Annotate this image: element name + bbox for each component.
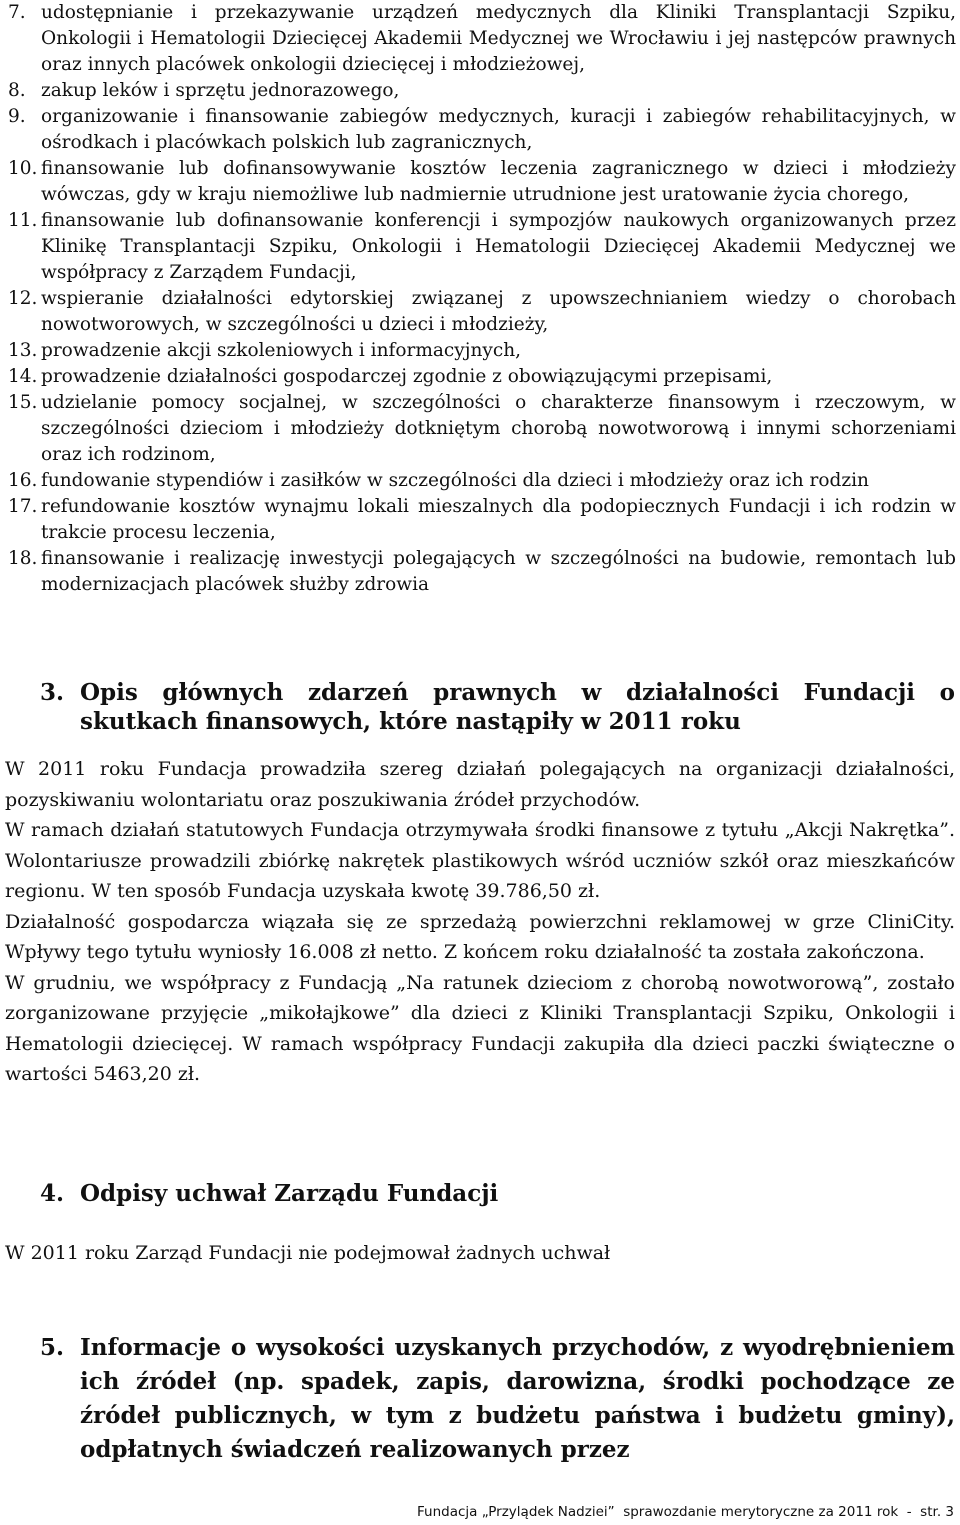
list-item — [8, 104, 956, 156]
page-footer: Fundacja „Przylądek Nadziei” sprawozdanie merytoryczne za 2011 rok - str. 3 — [417, 1504, 954, 1520]
section-3-paragraph: Działalność gospodarcza wiązała się ze sprzedażą powierzchni reklamowej w grze CliniCity. Wpływy tego tytułu wyniosły 16.008 zł netto. Z końcem roku działalność ta została zakończona. — [5, 910, 955, 963]
section-4-number: 4. — [40, 1180, 65, 1207]
section-3-paragraph: W grudniu, we współpracy z Fundacją „Na ratunek dzieciom z chorobą nowotworową”, zostało zorganizowane przyjęcie „mikołajkowe” dla dzieci z Kliniki Transplantacji Szpiku, Onkologii i Hematologii dziecięcej. W ramach współpracy Fundacji zakupiła dla dzieci paczki świąteczne o wartości 5463,20 zł. — [5, 971, 955, 1085]
section-5-title: Informacje o wysokości uzyskanych przychodów, z wyodrębnieniem ich źródeł (np. spadek, zapis, darowizna, środki pochodzące ze źródeł publicznych, w tym z budżetu państwa i budżetu gminy), odpłatnych świadczeń realizowanych przez — [80, 1334, 955, 1463]
section-3-paragraph: W 2011 roku Fundacja prowadziła szereg działań polegających na organizacji działalności, pozyskiwaniu wolontariatu oraz poszukiwania źródeł przychodów. — [5, 758, 955, 811]
list-item-number: 17. — [8, 496, 38, 517]
list-item — [8, 156, 956, 208]
list-item-number: 8. — [8, 80, 26, 101]
section-3-title: Opis głównych zdarzeń prawnych w działalności Fundacji o skutkach finansowych, które nastąpiły w 2011 roku — [80, 679, 955, 735]
list-item-number: 12. — [8, 288, 38, 309]
list-item-number: 14. — [8, 366, 38, 387]
section-4-text: W 2011 roku Zarząd Fundacji nie podejmował żadnych uchwał — [5, 1242, 611, 1264]
list-item-number: 7. — [8, 2, 26, 23]
list-item-text: finansowanie i realizację inwestycji polegających w szczególności na budowie, remontach lub modernizacjach placówek służby zdrowia — [41, 548, 956, 595]
list-item-text: finansowanie lub dofinansowywanie kosztów leczenia zagranicznego w dzieci i młodzieży wówczas, gdy w kraju niemożliwe lub nadmiernie utrudnione jest uratowanie życia chorego, — [41, 158, 956, 205]
section-4-heading — [40, 1179, 955, 1208]
list-item-number: 18. — [8, 548, 38, 569]
section-5-number: 5. — [40, 1334, 65, 1361]
list-item-number: 9. — [8, 106, 26, 127]
list-item-number: 11. — [8, 210, 38, 231]
list-item-text: finansowanie lub dofinansowanie konferencji i sympozjów naukowych organizowanych przez Klinikę Transplantacji Szpiku, Onkologii i Hematologii Dziecięcej Akademii Medycznej we współpracy z Zarządem Fundacji, — [41, 210, 956, 283]
list-item-text: organizowanie i finansowanie zabiegów medycznych, kuracji i zabiegów rehabilitacyjnych, w ośrodkach i placówkach polskich lub zagranicznych, — [41, 106, 956, 153]
list-item-number: 16. — [8, 470, 38, 491]
list-item — [8, 468, 956, 494]
list-item-text: wspieranie działalności edytorskiej związanej z upowszechnianiem wiedzy o chorobach nowotworowych, w szczególności u dzieci i młodzieży, — [41, 288, 956, 335]
section-3-number: 3. — [40, 679, 65, 706]
list-item — [8, 0, 956, 78]
list-item-text: udostępnianie i przekazywanie urządzeń medycznych dla Kliniki Transplantacji Szpiku, Onkologii i Hematologii Dziecięcej Akademii Medycznej we Wrocławiu i jej następców prawnych oraz innych placówek onkologii dziecięcej i młodzieżowej, — [41, 2, 956, 75]
list-item — [8, 208, 956, 286]
section-4-body — [5, 1238, 955, 1269]
list-item — [8, 338, 956, 364]
list-item — [8, 546, 956, 598]
list-item-text: prowadzenie akcji szkoleniowych i informacyjnych, — [41, 340, 521, 361]
list-item — [8, 286, 956, 338]
list-item-text: prowadzenie działalności gospodarczej zgodnie z obowiązującymi przepisami, — [41, 366, 773, 387]
list-item-text: refundowanie kosztów wynajmu lokali mieszalnych dla podopiecznych Fundacji i ich rodzin w trakcie procesu leczenia, — [41, 496, 956, 543]
section-4-title: Odpisy uchwał Zarządu Fundacji — [80, 1180, 499, 1207]
list-item-number: 15. — [8, 392, 38, 413]
list-item-text: zakup leków i sprzętu jednorazowego, — [41, 80, 400, 101]
list-item-text: udzielanie pomocy socjalnej, w szczególności o charakterze finansowym i rzeczowym, w szczególności dzieciom i młodzieży dotkniętym chorobą nowotworową i innymi schorzeniami oraz ich rodzinom, — [41, 392, 956, 465]
list-item-number: 10. — [8, 158, 38, 179]
list-item — [8, 78, 956, 104]
list-item-text: fundowanie stypendiów i zasiłków w szczególności dla dzieci i młodzieży oraz ich rodzin — [41, 470, 869, 491]
statutory-goals-list — [8, 0, 956, 598]
list-item-number: 13. — [8, 340, 38, 361]
section-3-paragraph: W ramach działań statutowych Fundacja otrzymywała środki finansowe z tytułu „Akcji Nakrętka”. Wolontariusze prowadzili zbiórkę nakrętek plastikowych wśród uczniów szkół oraz mieszkańców regionu. W ten sposób Fundacja uzyskała kwotę 39.786,50 zł. — [5, 819, 955, 902]
section-3-body — [5, 754, 955, 1090]
list-item — [8, 364, 956, 390]
list-item — [8, 494, 956, 546]
list-item — [8, 390, 956, 468]
section-5-heading — [40, 1331, 955, 1467]
section-3-heading — [40, 678, 955, 736]
